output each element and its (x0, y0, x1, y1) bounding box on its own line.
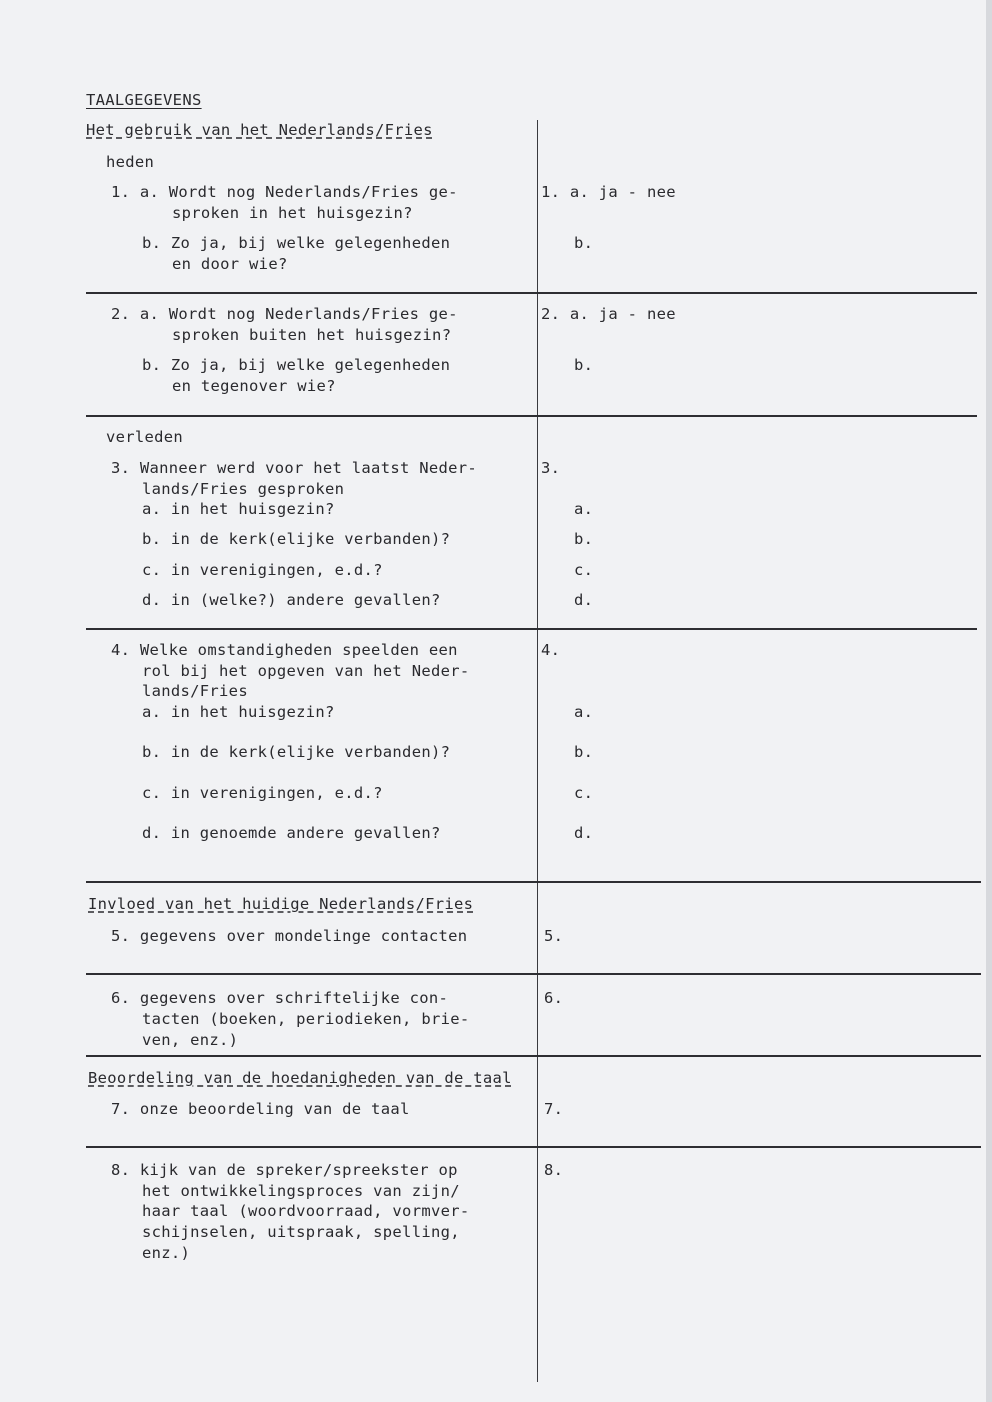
q1-b-line2: en door wie? (172, 255, 288, 273)
column-divider (537, 120, 538, 1382)
subheading-past: verleden (106, 428, 184, 446)
q3-a: a. in het huisgezin? (142, 500, 335, 518)
rule-after-q4 (86, 881, 981, 883)
q2-a-line1: 2. a. Wordt nog Nederlands/Fries ge- (111, 305, 458, 323)
q4-answer-c: c. (574, 784, 594, 802)
subheading-present: heden (106, 153, 155, 171)
q2-answer-a: 2. a. ja - nee (541, 305, 676, 323)
q1-a-line2: sproken in het huisgezin? (172, 204, 413, 222)
q5-answer: 5. (544, 927, 564, 945)
q1-answer-a: 1. a. ja - nee (541, 183, 676, 201)
section-heading-usage: Het gebruik van het Nederlands/Fries (86, 121, 433, 139)
q4-answer: 4. (541, 641, 561, 659)
q4-b: b. in de kerk(elijke verbanden)? (142, 743, 451, 761)
q3-b: b. in de kerk(elijke verbanden)? (142, 530, 451, 548)
q6-answer: 6. (544, 989, 564, 1007)
q4-line2: rol bij het opgeven van het Neder- (142, 662, 470, 680)
q1-a-line1: 1. a. Wordt nog Nederlands/Fries ge- (111, 183, 458, 201)
q3-d: d. in (welke?) andere gevallen? (142, 591, 441, 609)
q4-line1: 4. Welke omstandigheden speelden een (111, 641, 458, 659)
q8-line5: enz.) (142, 1244, 191, 1262)
q1-b-line1: b. Zo ja, bij welke gelegenheden (142, 234, 451, 252)
rule-after-q1 (86, 292, 977, 294)
q4-answer-d: d. (574, 824, 594, 842)
q3-line1: 3. Wanneer werd voor het laatst Neder- (111, 459, 478, 477)
q5-line1: 5. gegevens over mondelinge contacten (111, 927, 468, 945)
q3-answer-d: d. (574, 591, 594, 609)
q7-line1: 7. onze beoordeling van de taal (111, 1100, 410, 1118)
q1-answer-b: b. (574, 234, 594, 252)
section-heading-influence: Invloed van het huidige Nederlands/Fries (88, 895, 474, 913)
section-heading-assessment: Beoordeling van de hoedanigheden van de taal (88, 1069, 512, 1087)
q8-line2: het ontwikkelingsproces van zijn/ (142, 1182, 460, 1200)
q2-answer-b: b. (574, 356, 594, 374)
q6-line2: tacten (boeken, periodieken, brie- (142, 1010, 470, 1028)
q3-line2: lands/Fries gesproken (142, 480, 345, 498)
q6-line1: 6. gegevens over schriftelijke con- (111, 989, 449, 1007)
q4-a: a. in het huisgezin? (142, 703, 335, 721)
q3-c: c. in verenigingen, e.d.? (142, 561, 383, 579)
q8-line4: schijnselen, uitspraak, spelling, (142, 1223, 460, 1241)
q7-answer: 7. (544, 1100, 564, 1118)
q2-b-line2: en tegenover wie? (172, 377, 336, 395)
q3-answer-c: c. (574, 561, 594, 579)
q4-answer-a: a. (574, 703, 594, 721)
rule-after-q5 (86, 973, 981, 975)
q2-b-line1: b. Zo ja, bij welke gelegenheden (142, 356, 451, 374)
q4-c: c. in verenigingen, e.d.? (142, 784, 383, 802)
q2-a-line2: sproken buiten het huisgezin? (172, 326, 452, 344)
q3-answer: 3. (541, 459, 561, 477)
q4-line3: lands/Fries (142, 682, 248, 700)
rule-after-q6 (86, 1055, 981, 1057)
q8-answer: 8. (544, 1161, 564, 1179)
rule-after-q3 (86, 628, 977, 630)
q4-answer-b: b. (574, 743, 594, 761)
q4-d: d. in genoemde andere gevallen? (142, 824, 441, 842)
q8-line1: 8. kijk van de spreker/spreekster op (111, 1161, 458, 1179)
rule-after-q2 (86, 415, 977, 417)
form-title: TAALGEGEVENS (86, 91, 202, 109)
rule-after-q7 (86, 1146, 981, 1148)
q8-line3: haar taal (woordvoorraad, vormver- (142, 1202, 470, 1220)
q6-line3: ven, enz.) (142, 1031, 239, 1049)
q3-answer-a: a. (574, 500, 594, 518)
q3-answer-b: b. (574, 530, 594, 548)
page-edge (986, 0, 992, 1402)
